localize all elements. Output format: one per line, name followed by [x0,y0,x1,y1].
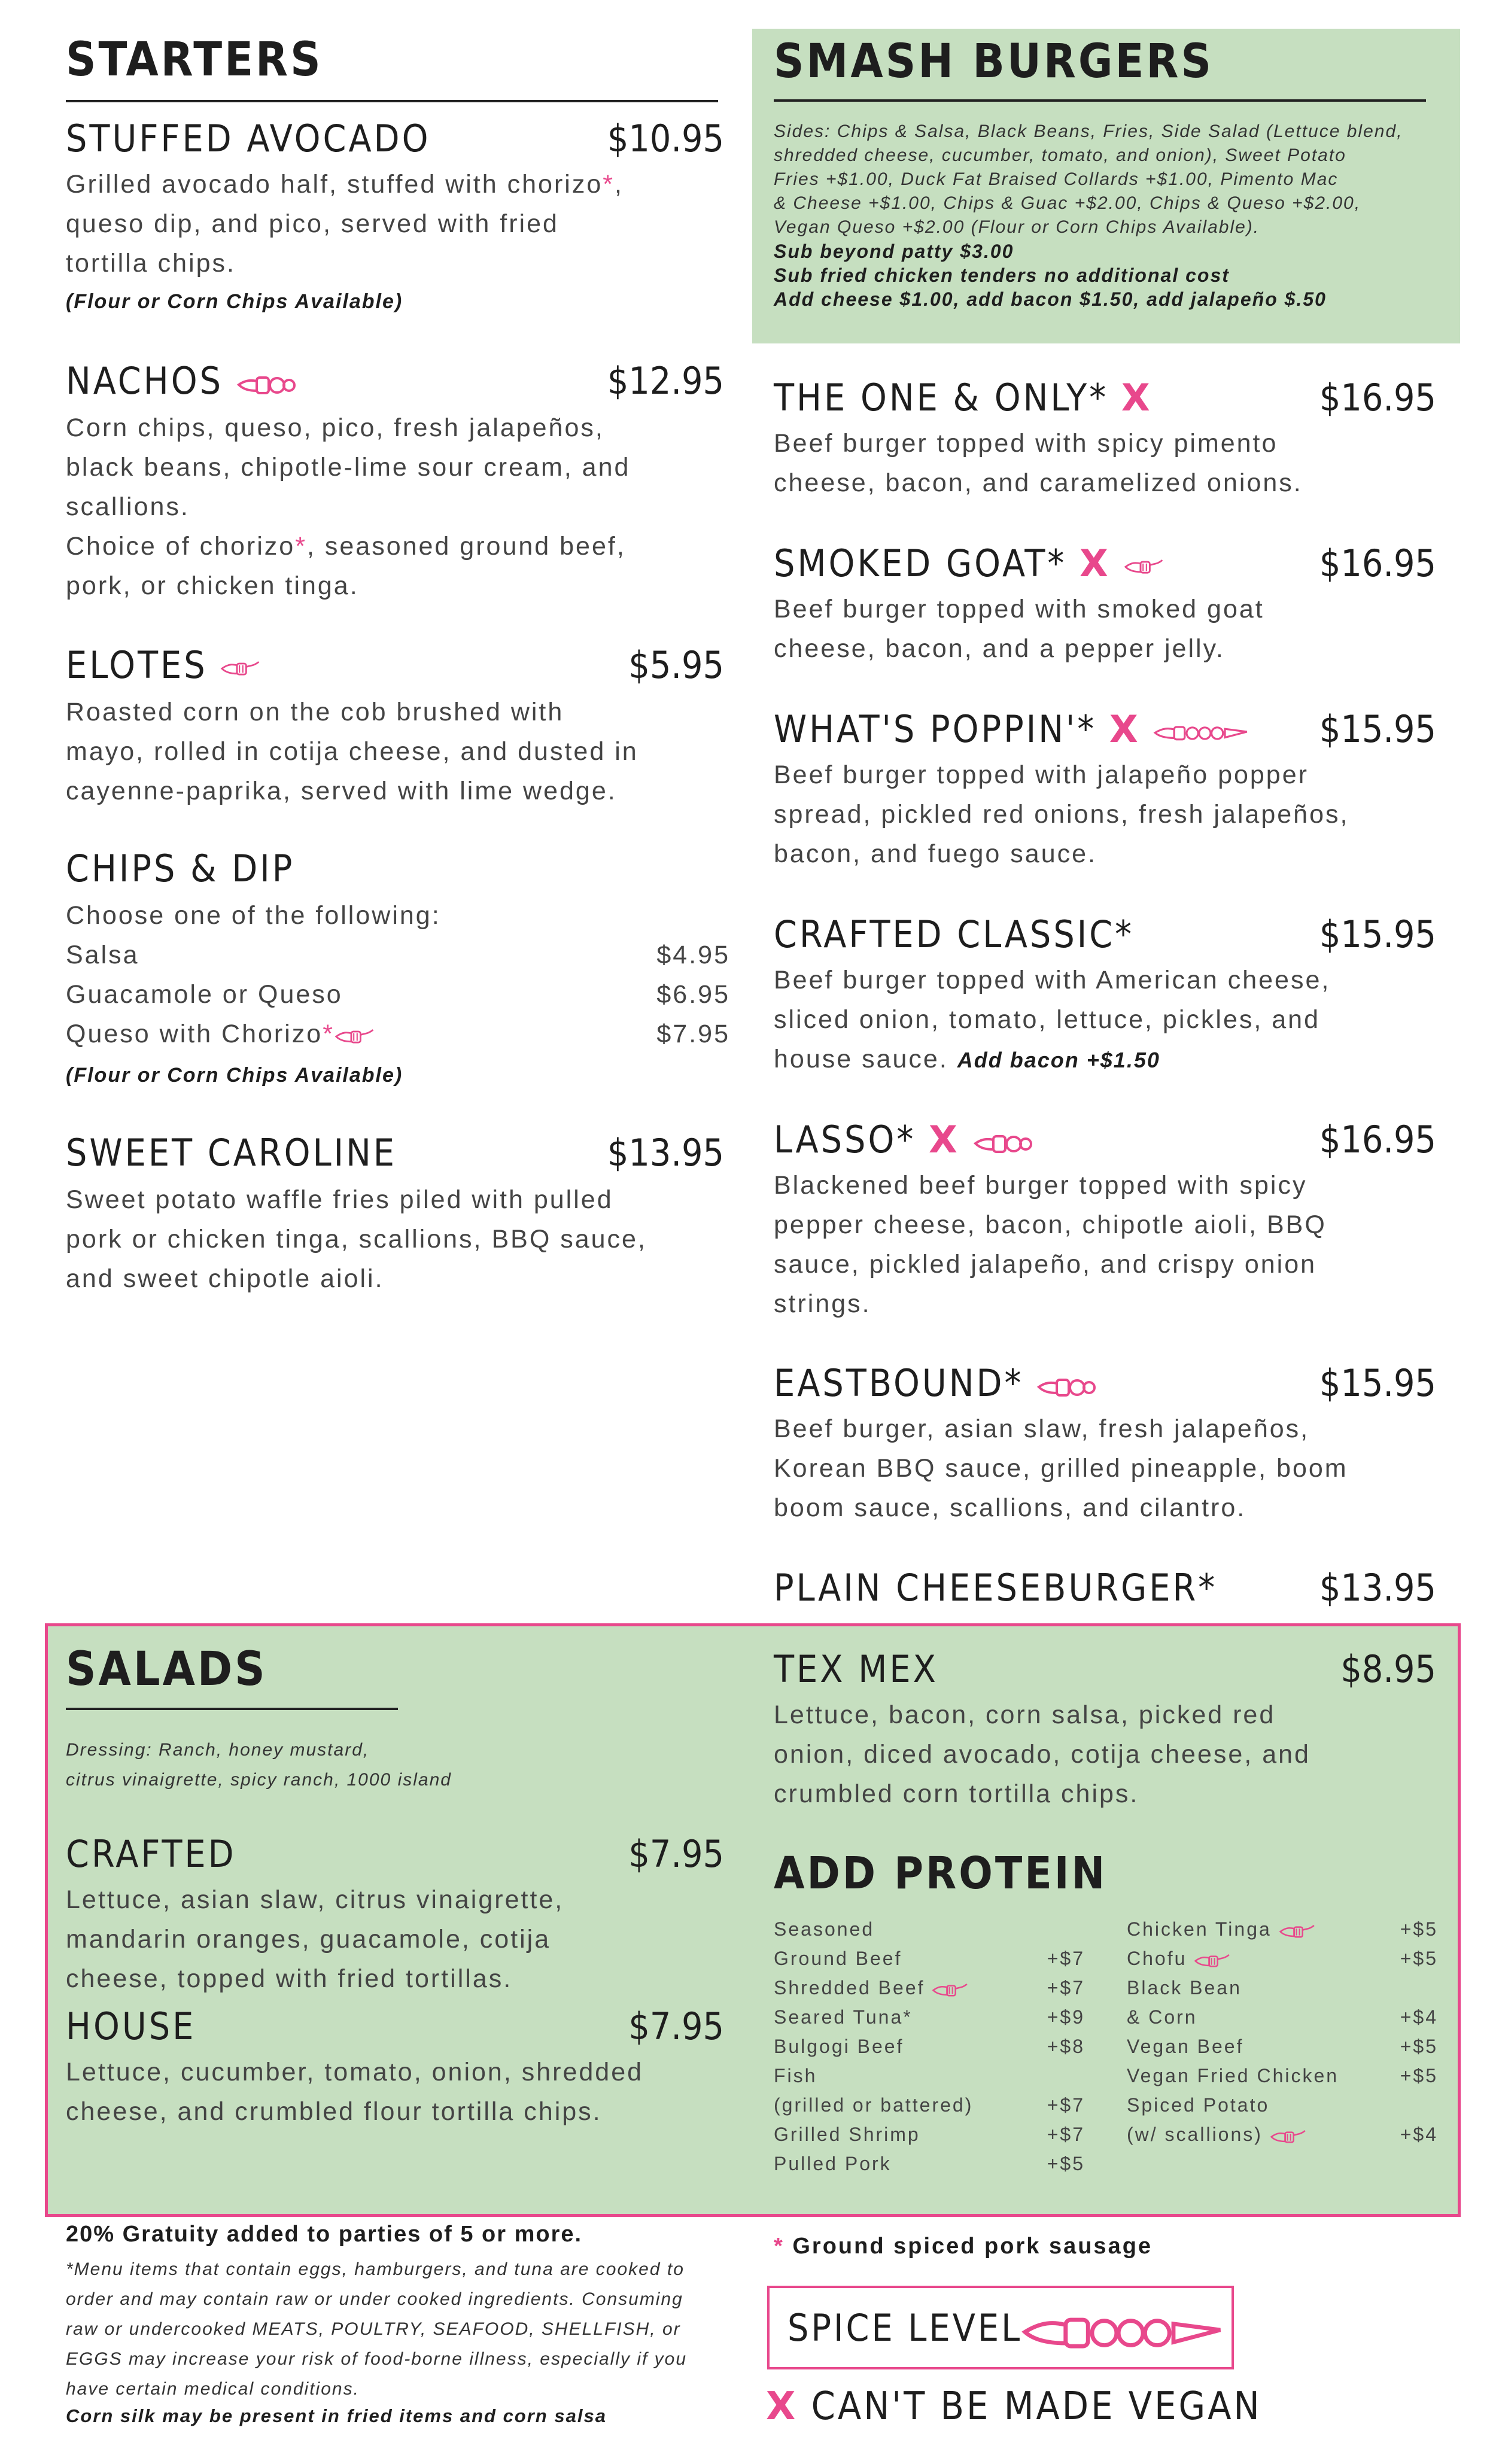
chips-dip-options: Choose one of the following: Salsa $4.95 Guacamole or Queso $6.95 Queso with Chorizo* $7.95 [66,896,730,1054]
not-vegan-icon: X [928,1118,960,1161]
house-salad-price: $7.95 [628,2004,724,2048]
spice-level-pepper-icon [1021,2309,1224,2351]
mild-pepper-icon [1194,1951,1232,1970]
elotes-title: ELOTES [66,643,262,687]
house-salad-title: HOUSE [66,2004,196,2048]
tex-mex-title: TEX MEX [774,1647,938,1691]
one-and-only-desc: Beef burger topped with spicy pimento cheese, bacon, and caramelized onions. [774,429,1303,497]
crafted-classic-desc: Beef burger topped with American cheese, sliced onion, tomato, lettuce, pickles, and house sauce. Add bacon +$1.50 [774,966,1331,1073]
crafted-salad-title: CRAFTED [66,1832,236,1876]
spicy-pepper-icon [236,372,296,396]
nachos-price: $12.95 [607,359,724,403]
smoked-goat-price: $16.95 [1319,542,1436,585]
spice-level-legend [767,2286,1234,2369]
mild-pepper-icon [932,1980,970,1999]
nachos-desc: Corn chips, queso, pico, fresh jalapeños, black beans, chipotle-lime sour cream, and scallions. Choice of chorizo*, seasoned ground beef, pork, or chicken tinga. [66,413,631,600]
stuffed-avocado-price: $10.95 [607,117,724,160]
smoked-goat-desc: Beef burger topped with smoked goat cheese, bacon, and a pepper jelly. [774,595,1264,663]
plain-cheeseburger-title: PLAIN CHEESEBURGER* [774,1566,1218,1610]
crafted-classic-price: $15.95 [1319,912,1436,956]
chips-option-salsa: Salsa $4.95 [66,941,730,969]
plain-cheeseburger-price: $13.95 [1319,1566,1436,1610]
tex-mex-price: $8.95 [1340,1647,1436,1691]
add-protein-title: ADD PROTEIN [774,1848,1108,1899]
stuffed-avocado-note: (Flour or Corn Chips Available) [66,290,403,313]
protein-list-left: Seasoned Ground Beef +$7 Shredded Beef +$7 Seared Tuna* +$9 Bulgogi Beef +$8 Fish (grilled or battered) +$7 Grilled Shrimp +$7 Pulled Pork +$5 [774,1918,1085,2174]
eastbound-title: EASTBOUND* [774,1361,1096,1405]
mild-pepper-icon [335,1025,376,1047]
elotes-desc: Roasted corn on the cob brushed with mayo, rolled in cotija cheese, and dusted in cayenne-paprika, served with lime wedge. [66,698,638,805]
mild-pepper-icon [1279,1921,1317,1940]
protein-list-right: Chicken Tinga +$5 Chofu +$5 Black Bean & Corn +$4 Vegan Beef +$5 Vegan Fried Chicken +$5 Spiced Potato (w/ scallions) +$4 [1127,1918,1438,2145]
eastbound-desc: Beef burger, asian slaw, fresh jalapeños, Korean BBQ sauce, grilled pineapple, boom boom sauce, scallions, and cilantro. [774,1414,1348,1522]
one-and-only-price: $16.95 [1319,376,1436,419]
one-and-only-title: THE ONE & ONLY* X [774,376,1153,419]
smoked-goat-title: SMOKED GOAT* X [774,542,1166,585]
chips-option-chorizo: Queso with Chorizo* $7.95 [66,1020,730,1048]
stuffed-avocado-desc: Grilled avocado half, stuffed with chorizo*, queso dip, and pico, served with fried tortilla chips. [66,170,624,278]
salad-dressings: Dressing: Ranch, honey mustard, citrus vinaigrette, spicy ranch, 1000 island [66,1740,452,1790]
mild-pepper-icon [1270,2127,1308,2146]
spicy-pepper-icon [973,1130,1033,1154]
burgers-divider [774,99,1426,102]
whats-poppin-title: WHAT'S POPPIN'* X [774,707,1249,751]
mild-pepper-icon [220,656,262,680]
nachos-title: NACHOS [66,359,296,403]
sweet-caroline-title: SWEET CAROLINE [66,1131,397,1175]
spice-level-label: SPICE LEVEL [787,2306,1023,2350]
vegan-legend: X CAN'T BE MADE VEGAN [766,2384,1262,2429]
sweet-caroline-price: $13.95 [607,1131,724,1175]
stuffed-avocado-title: STUFFED AVOCADO [66,117,431,160]
lasso-price: $16.95 [1319,1118,1436,1161]
chips-dip-title: CHIPS & DIP [66,847,295,890]
chips-option-guac: Guacamole or Queso $6.95 [66,980,730,1009]
starters-divider [66,100,718,102]
gratuity-note: 20% Gratuity added to parties of 5 or more. [66,2222,583,2247]
chips-dip-note: (Flour or Corn Chips Available) [66,1064,403,1087]
elotes-price: $5.95 [628,643,724,687]
salads-divider [66,1708,398,1710]
spicy-pepper-icon [1036,1374,1096,1398]
lasso-title: LASSO* X [774,1118,1033,1161]
crafted-classic-title: CRAFTED CLASSIC* [774,912,1135,956]
crafted-salad-desc: Lettuce, asian slaw, citrus vinaigrette, mandarin oranges, guacamole, cotija cheese, topped with fried tortillas. [66,1885,564,1993]
burgers-title: SMASH BURGERS [774,35,1214,89]
not-vegan-icon: X [1109,707,1141,751]
corn-silk-note: Corn silk may be present in fried items and corn salsa [66,2405,607,2426]
crafted-salad-price: $7.95 [628,1832,724,1876]
starters-title: STARTERS [66,33,323,87]
not-vegan-icon: X [1079,542,1111,585]
mild-pepper-icon [1124,554,1166,578]
food-safety-disclaimer: *Menu items that contain eggs, hamburgers, and tuna are cooked to order and may contain raw or under cooked ingredients. Consuming raw or undercooked MEATS, POULTRY, SEAFOOD, SHELLFISH, or EGGS may increase your risk of food-borne illness, especially if you have certain medical conditions. [66,2259,688,2399]
extra-hot-pepper-icon [1153,720,1249,744]
house-salad-desc: Lettuce, cucumber, tomato, onion, shredded cheese, and crumbled flour tortilla chips. [66,2058,644,2126]
not-vegan-icon: X [1121,376,1153,419]
not-vegan-icon: X [766,2384,798,2429]
lasso-desc: Blackened beef burger topped with spicy pepper cheese, bacon, chipotle aioli, BBQ sauce, pickled jalapeño, and crispy onion strings. [774,1171,1327,1318]
tex-mex-desc: Lettuce, bacon, corn salsa, picked red onion, diced avocado, cotija cheese, and crumbled corn tortilla chips. [774,1701,1310,1808]
burger-sides-text: Sides: Chips & Salsa, Black Beans, Fries, Side Salad (Lettuce blend, shredded cheese, cucumber, tomato, and onion), Sweet Potato Fries +$1.00, Duck Fat Braised Collards +$1.00, Pimento Mac & Cheese +$1.00, Chips & Guac +$2.00, Chips & Queso +$2.00, Vegan Queso +$2.00 (Flour or Corn Chips Available). [774,121,1403,237]
sweet-caroline-desc: Sweet potato waffle fries piled with pulled pork or chicken tinga, scallions, BBQ sauce, and sweet chipotle aioli. [66,1185,647,1293]
eastbound-price: $15.95 [1319,1361,1436,1405]
burger-subs: Sub beyond patty $3.00 Sub fried chicken tenders no additional cost Add cheese $1.00, add bacon $1.50, add jalapeño $.50 [774,241,1327,310]
salads-title: SALADS [66,1642,267,1696]
whats-poppin-price: $15.95 [1319,707,1436,751]
whats-poppin-desc: Beef burger topped with jalapeño popper spread, pickled red onions, fresh jalapeños, bacon, and fuego sauce. [774,761,1349,868]
chorizo-footnote: * Ground spiced pork sausage [774,2234,1153,2259]
